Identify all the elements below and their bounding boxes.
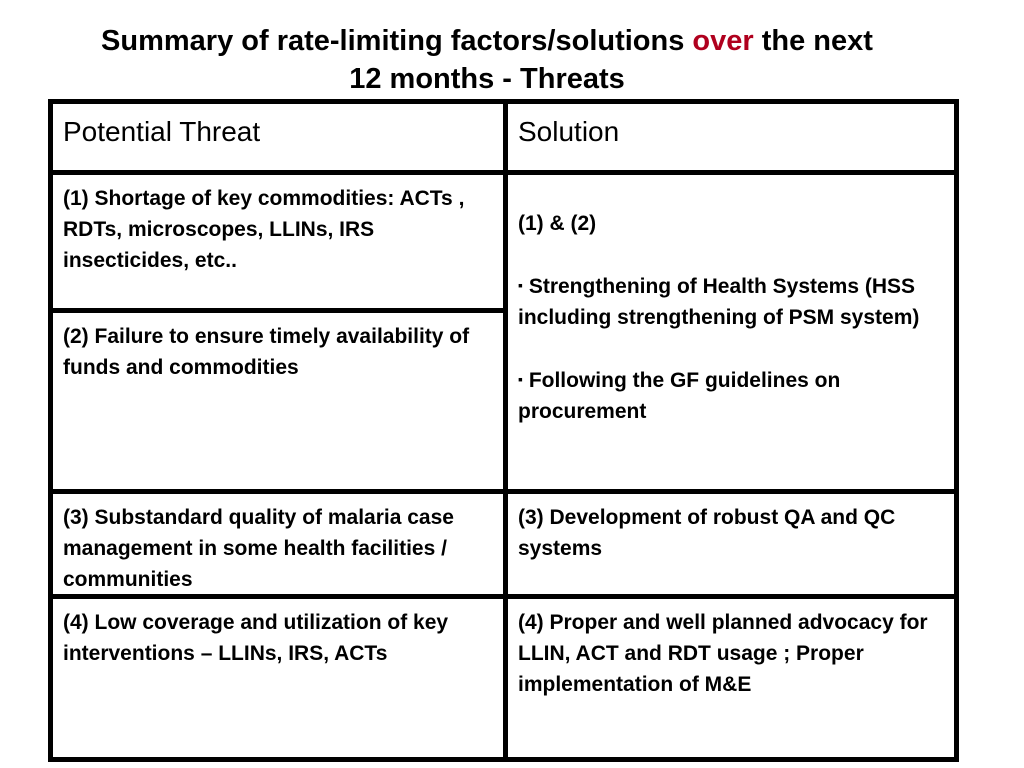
solution-bullet-text-1: Strengthening of Health Systems (HSS including strengthening of PSM system)	[518, 275, 920, 329]
solution-cell-1-2	[508, 175, 959, 489]
threat-cell-1: (1) Shortage of key commodities: ACTs , RDTs, microscopes, LLINs, IRS insecticides, etc..	[63, 187, 465, 272]
threat-cell-2: (2) Failure to ensure timely availability of funds and commodities	[63, 325, 470, 379]
solution-bullet-item-2	[518, 364, 949, 427]
threat-cell-4: (4) Low coverage and utilization of key interventions – LLINs, IRS, ACTs	[63, 611, 449, 665]
bullet-icon: ▪	[518, 277, 523, 293]
solution-bullet-text-2: Following the GF guidelines on procurement	[518, 369, 841, 423]
solution-cell-4: (4) Proper and well planned advocacy for LLIN, ACT and RDT usage ; Proper implementation of M&E	[518, 611, 928, 696]
title-part-2: the next	[753, 25, 873, 57]
solution-intro: (1) & (2)	[518, 212, 597, 235]
header-solution: Solution	[518, 116, 620, 147]
slide-title	[0, 22, 974, 98]
threats-table	[48, 99, 959, 762]
title-part-1: Summary of rate-limiting factors/solutions	[101, 25, 693, 57]
solution-cell-3: (3) Development of robust QA and QC systems	[518, 506, 896, 560]
threat-cell-3: (3) Substandard quality of malaria case management in some health facilities / communities	[63, 506, 454, 591]
header-potential-threat: Potential Threat	[63, 116, 261, 147]
solution-bullet-item-1	[518, 270, 949, 333]
bullet-icon: ▪	[518, 371, 523, 387]
title-accent-word: over	[692, 25, 754, 57]
title-line-2: 12 months - Threats	[349, 63, 625, 95]
